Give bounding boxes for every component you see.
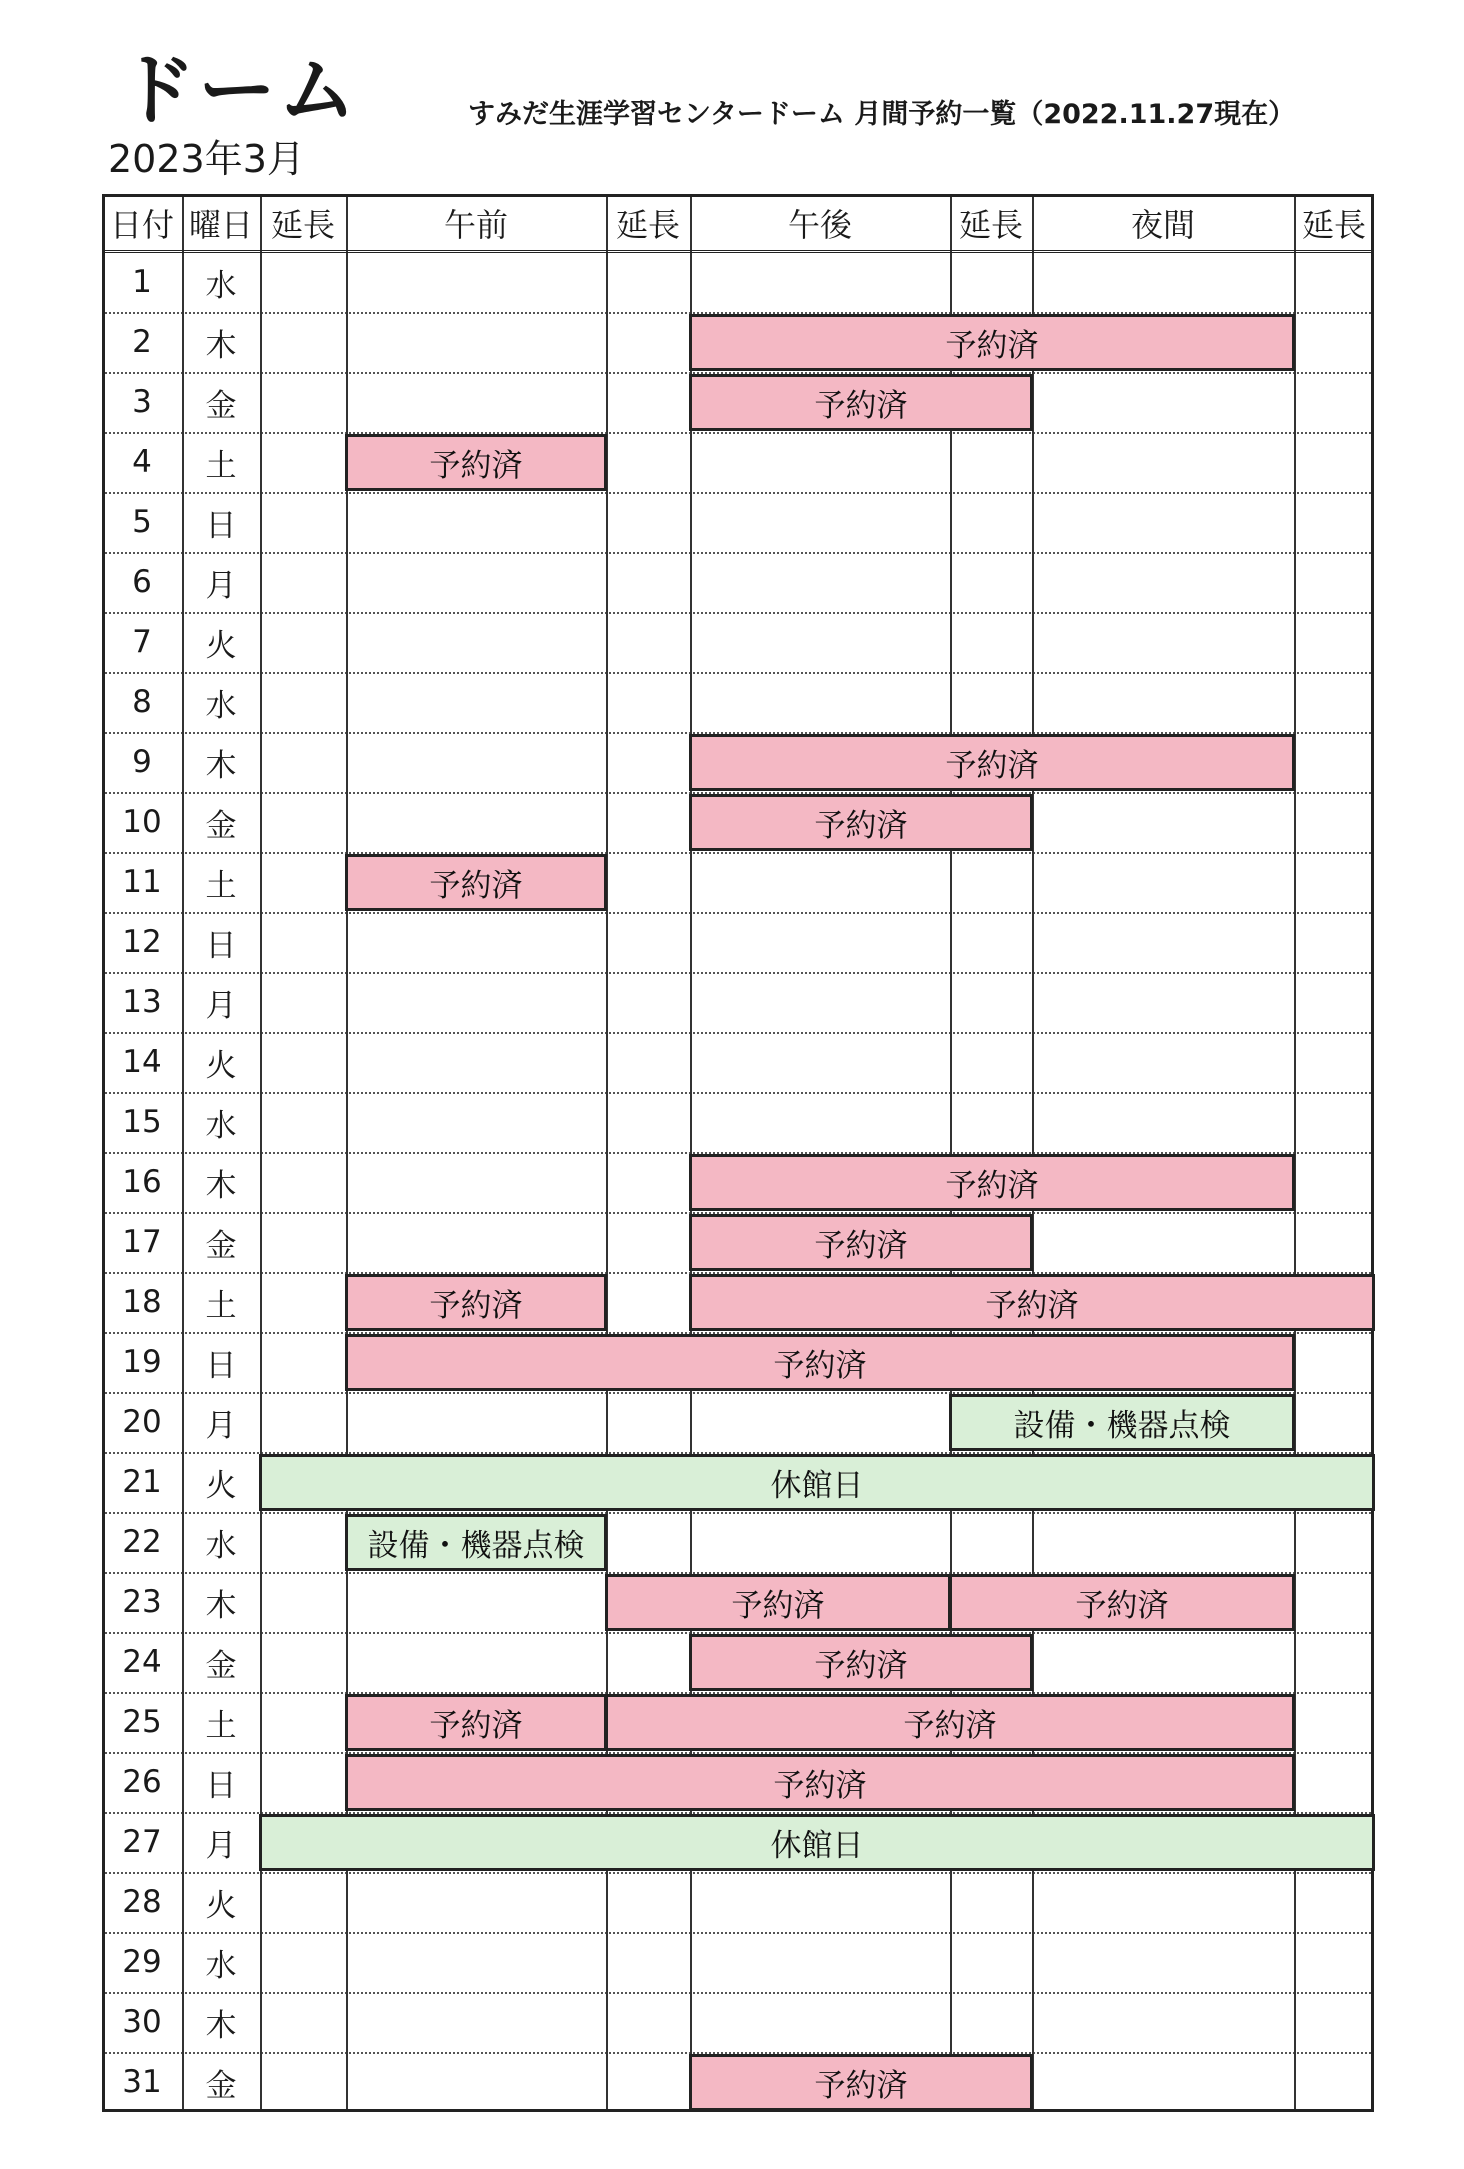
weekday: 水 [205,687,237,724]
day-number: 5 [132,504,152,540]
weekday: 金 [205,1227,237,1264]
reservation-block[interactable]: 予約済 [345,854,607,911]
weekday: 水 [205,267,237,304]
weekday: 土 [205,447,237,484]
reservation-block[interactable]: 予約済 [689,794,1033,851]
reservation-block[interactable]: 予約済 [605,1574,951,1631]
column-header: 夜間 [1130,206,1195,244]
reservation-block[interactable]: 予約済 [689,2054,1033,2111]
weekday: 土 [205,1287,237,1324]
day-number: 26 [122,1764,162,1800]
weekday: 木 [205,1587,237,1624]
closed-day-block[interactable]: 休館日 [259,1454,1375,1511]
weekday: 金 [205,807,237,844]
page-title: ドーム [118,46,359,136]
closed-day-block[interactable]: 休館日 [259,1814,1375,1871]
reservation-block[interactable]: 予約済 [345,1334,1295,1391]
column-header: 延長 [958,206,1023,244]
reservation-block[interactable]: 予約済 [689,314,1295,371]
weekday: 木 [205,1167,237,1204]
day-number: 1 [132,264,152,300]
weekday: 土 [205,867,237,904]
weekday: 金 [205,1647,237,1684]
day-number: 13 [122,984,162,1020]
weekday: 月 [205,987,237,1024]
day-number: 24 [122,1644,162,1680]
weekday: 水 [205,1527,237,1564]
reservation-block[interactable]: 予約済 [689,374,1033,431]
day-number: 19 [122,1344,162,1380]
day-number: 10 [122,804,162,840]
day-number: 11 [122,864,162,900]
reservation-block[interactable]: 予約済 [345,1694,607,1751]
day-number: 4 [132,444,152,480]
weekday: 金 [205,387,237,424]
day-number: 8 [132,684,152,720]
reservation-block[interactable]: 予約済 [689,734,1295,791]
weekday: 木 [205,327,237,364]
weekday: 水 [205,1107,237,1144]
day-number: 22 [122,1524,162,1560]
day-number: 28 [122,1884,162,1920]
column-header: 延長 [270,206,335,244]
day-number: 18 [122,1284,162,1320]
reservation-block[interactable]: 予約済 [689,1154,1295,1211]
day-number: 27 [122,1824,162,1860]
weekday: 月 [205,1407,237,1444]
day-number: 23 [122,1584,162,1620]
weekday: 火 [205,627,237,664]
day-number: 17 [122,1224,162,1260]
maintenance-block[interactable]: 設備・機器点検 [949,1394,1295,1451]
month-label: 2023年3月 [108,137,305,181]
day-number: 15 [122,1104,162,1140]
weekday: 日 [205,1767,237,1804]
column-header: 午後 [787,206,852,244]
weekday: 木 [205,747,237,784]
day-number: 25 [122,1704,162,1740]
reservation-block[interactable]: 予約済 [345,434,607,491]
reservation-block[interactable]: 予約済 [345,1754,1295,1811]
day-number: 14 [122,1044,162,1080]
weekday: 月 [205,1827,237,1864]
day-number: 7 [132,624,152,660]
day-number: 12 [122,924,162,960]
reservation-block[interactable]: 予約済 [345,1274,607,1331]
weekday: 金 [205,2067,237,2104]
document-subtitle: すみだ生涯学習センタードーム 月間予約一覧（2022.11.27現在） [468,99,1296,130]
column-header: 午前 [443,206,508,244]
day-number: 6 [132,564,152,600]
day-number: 21 [122,1464,162,1500]
reservation-block[interactable]: 予約済 [689,1634,1033,1691]
weekday: 水 [205,1947,237,1984]
column-header: 曜日 [188,206,253,244]
day-number: 3 [132,384,152,420]
reservation-block[interactable]: 予約済 [689,1274,1375,1331]
day-number: 2 [132,324,152,360]
column-header: 延長 [615,206,680,244]
column-header: 日付 [109,206,174,244]
day-number: 20 [122,1404,162,1440]
day-number: 29 [122,1944,162,1980]
day-number: 9 [132,744,152,780]
column-header: 延長 [1301,206,1366,244]
weekday: 火 [205,1467,237,1504]
day-number: 30 [122,2004,162,2040]
reservation-block[interactable]: 予約済 [949,1574,1295,1631]
weekday: 土 [205,1707,237,1744]
weekday: 火 [205,1047,237,1084]
day-number: 31 [122,2064,162,2100]
weekday: 日 [205,927,237,964]
weekday: 日 [205,1347,237,1384]
weekday: 日 [205,507,237,544]
reservation-block[interactable]: 予約済 [689,1214,1033,1271]
day-number: 16 [122,1164,162,1200]
maintenance-block[interactable]: 設備・機器点検 [345,1514,607,1571]
weekday: 木 [205,2007,237,2044]
reservation-block[interactable]: 予約済 [605,1694,1295,1751]
weekday: 月 [205,567,237,604]
weekday: 火 [205,1887,237,1924]
